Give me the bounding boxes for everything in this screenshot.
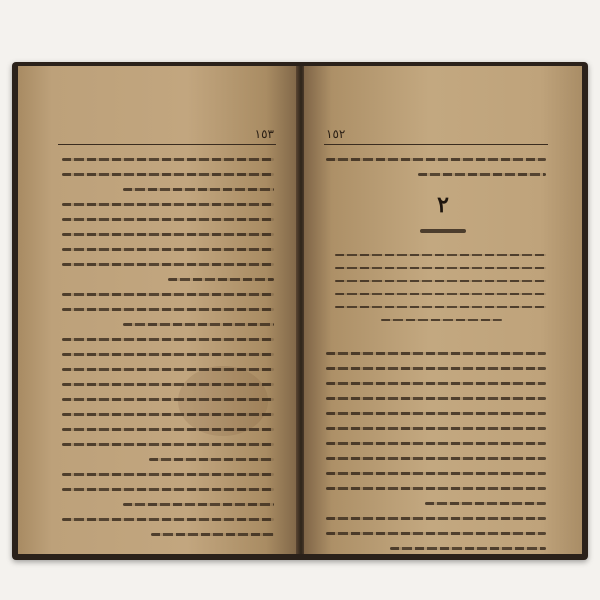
left-header-rule [58,144,276,145]
text-line [62,218,274,221]
text-line [62,488,274,491]
paragraph [62,158,274,191]
right-body-text [326,352,546,554]
contents-line [335,293,546,295]
right-top-text [326,158,546,188]
text-line [62,308,274,311]
paragraph [62,203,274,281]
text-line [425,502,546,505]
text-line [62,398,274,401]
right-page-number: ١٥٢ [326,127,346,141]
contents-line [335,267,546,269]
text-line [62,158,274,161]
chapter-title [304,222,582,236]
text-line [62,368,274,371]
text-line [326,367,546,370]
text-line [168,278,274,281]
text-line [62,383,274,386]
text-line [62,413,274,416]
text-line [123,188,274,191]
text-line [326,352,546,355]
text-line [326,397,546,400]
text-line [62,248,274,251]
text-line [326,427,546,430]
text-line [326,517,546,520]
text-line [326,442,546,445]
paragraph [62,518,274,536]
text-line [326,412,546,415]
contents-line [335,280,546,282]
text-line [151,533,274,536]
text-line [62,233,274,236]
text-line [123,323,274,326]
text-line [326,158,546,161]
paragraph [326,352,546,505]
text-line [62,473,274,476]
text-line [62,173,274,176]
text-line [62,293,274,296]
text-line [326,472,546,475]
right-header-rule [324,144,548,145]
text-line [123,503,274,506]
left-body-text [62,158,274,548]
text-line [62,263,274,266]
text-line [390,547,546,550]
paragraph [62,473,274,506]
chapter-number: ٢ [437,192,449,218]
right-page [304,66,582,554]
text-line [62,203,274,206]
contents-line [381,319,502,321]
text-line [326,487,546,490]
contents-line [335,306,546,308]
text-line [326,382,546,385]
left-page [18,66,300,554]
paragraph [326,517,546,550]
text-line [326,532,546,535]
left-running-head [62,126,274,142]
text-line [62,518,274,521]
paragraph [62,338,274,461]
right-running-head [326,126,546,142]
text-line [62,353,274,356]
text-line [62,443,274,446]
text-line [149,458,274,461]
left-page-number: ١٥٣ [254,127,274,141]
text-line [418,173,546,176]
text-line [62,428,274,431]
text-line [62,338,274,341]
text-line [326,457,546,460]
paragraph [62,293,274,326]
contents-line [335,254,546,256]
chapter-contents-summary [326,254,546,332]
